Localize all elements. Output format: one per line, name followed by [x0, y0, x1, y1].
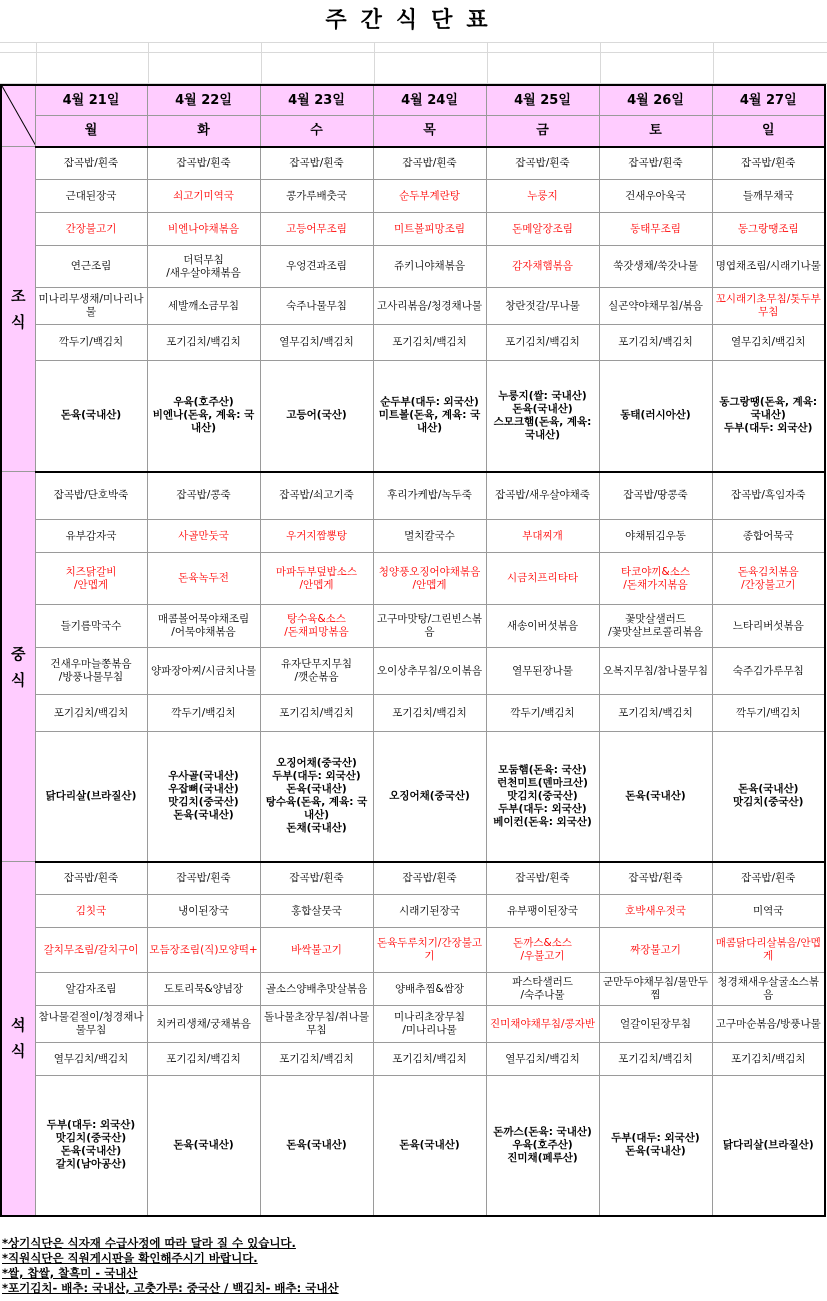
menu-cell: 양파장아찌/시금치나물 — [147, 648, 260, 695]
origin-cell: 우육(호주산) 비엔나(돈육, 계육: 국내산) — [147, 361, 260, 472]
menu-cell: 참나물겉절이/청경채나물무침 — [35, 1006, 147, 1043]
menu-cell: 양배추찜&쌈장 — [373, 973, 486, 1006]
menu-cell: 순두부계란탕 — [373, 180, 486, 213]
menu-cell: 열무된장나물 — [486, 648, 599, 695]
menu-cell: 열무김치/백김치 — [35, 1043, 147, 1076]
menu-cell: 청경채새우살굴소스볶음 — [712, 973, 825, 1006]
diagonal-line — [2, 86, 35, 146]
date-header: 4월 27일 — [712, 85, 825, 116]
weekday-header: 수 — [260, 116, 373, 147]
menu-cell: 콩가루배춧국 — [260, 180, 373, 213]
menu-cell: 고등어무조림 — [260, 213, 373, 246]
menu-cell: 잡곡밥/흑임자죽 — [712, 472, 825, 520]
menu-cell: 잡곡밥/흰죽 — [712, 147, 825, 180]
corner-diagonal-cell — [1, 85, 35, 147]
menu-cell: 돈육녹두전 — [147, 553, 260, 605]
menu-cell: 짜장불고기 — [599, 928, 712, 973]
menu-cell: 매콤볼어묵야채조림 /어묵야채볶음 — [147, 605, 260, 648]
menu-cell: 포기김치/백김치 — [260, 1043, 373, 1076]
menu-cell: 포기김치/백김치 — [712, 1043, 825, 1076]
menu-cell: 잡곡밥/흰죽 — [599, 147, 712, 180]
menu-cell: 잡곡밥/땅콩죽 — [599, 472, 712, 520]
menu-cell: 잡곡밥/흰죽 — [260, 862, 373, 895]
menu-cell: 모듬장조림(직)모양떡+ — [147, 928, 260, 973]
menu-cell: 깍두기/백김치 — [486, 695, 599, 732]
menu-cell: 유부팽이된장국 — [486, 895, 599, 928]
date-header: 4월 21일 — [35, 85, 147, 116]
menu-cell: 깍두기/백김치 — [35, 325, 147, 361]
menu-cell: 오복지무침/참나물무침 — [599, 648, 712, 695]
menu-cell: 꽃맛살샐러드 /꽃맛살브로콜리볶음 — [599, 605, 712, 648]
menu-cell: 잡곡밥/콩죽 — [147, 472, 260, 520]
menu-cell: 유부감자국 — [35, 520, 147, 553]
origin-cell: 돈육(국내산) — [260, 1076, 373, 1216]
menu-cell: 종합어묵국 — [712, 520, 825, 553]
origin-cell: 돈육(국내산) — [599, 732, 712, 862]
origin-cell: 돈육(국내산) 맛김치(중국산) — [712, 732, 825, 862]
menu-cell: 포기김치/백김치 — [599, 1043, 712, 1076]
date-header: 4월 25일 — [486, 85, 599, 116]
date-header: 4월 26일 — [599, 85, 712, 116]
menu-cell: 잡곡밥/흰죽 — [35, 147, 147, 180]
menu-cell: 잡곡밥/흰죽 — [712, 862, 825, 895]
menu-cell: 돈메알장조림 — [486, 213, 599, 246]
menu-cell: 잡곡밥/흰죽 — [486, 147, 599, 180]
menu-cell: 포기김치/백김치 — [35, 695, 147, 732]
weekday-header: 화 — [147, 116, 260, 147]
menu-cell: 냉이된장국 — [147, 895, 260, 928]
note-line: *상기식단은 식자재 수급사정에 따라 달라 질 수 있습니다. — [2, 1236, 296, 1250]
menu-cell: 건새우마늘쫑볶음 /방풍나물무침 — [35, 648, 147, 695]
origin-cell: 돈육(국내산) — [35, 361, 147, 472]
menu-cell: 열무김치/백김치 — [712, 325, 825, 361]
menu-cell: 고구마순볶음/방풍나물 — [712, 1006, 825, 1043]
menu-cell: 치즈닭갈비 /안멥게 — [35, 553, 147, 605]
menu-cell: 잡곡밥/흰죽 — [35, 862, 147, 895]
origin-cell: 닭다리살(브라질산) — [35, 732, 147, 862]
menu-cell: 잡곡밥/흰죽 — [486, 862, 599, 895]
notes-section — [2, 1236, 822, 1296]
menu-cell: 누룽지 — [486, 180, 599, 213]
menu-cell: 세발깨소금무침 — [147, 288, 260, 325]
menu-cell: 깍두기/백김치 — [712, 695, 825, 732]
menu-cell: 포기김치/백김치 — [486, 325, 599, 361]
menu-cell: 바싹불고기 — [260, 928, 373, 973]
menu-cell: 창란젓갈/무나물 — [486, 288, 599, 325]
menu-cell: 고구마맛탕/그린빈스볶음 — [373, 605, 486, 648]
date-header: 4월 24일 — [373, 85, 486, 116]
menu-cell: 후리가케밥/녹두죽 — [373, 472, 486, 520]
origin-cell: 누룽지(쌀: 국내산) 돈육(국내산) 스모크햄(돈육, 계육: 국내산) — [486, 361, 599, 472]
menu-cell: 탕수육&소스 /돈채피망볶음 — [260, 605, 373, 648]
menu-cell: 고사리볶음/청경채나물 — [373, 288, 486, 325]
weekday-header: 목 — [373, 116, 486, 147]
menu-cell: 유자단무지무침 /깻순볶음 — [260, 648, 373, 695]
menu-cell: 동그랑땡조림 — [712, 213, 825, 246]
menu-cell: 잡곡밥/흰죽 — [373, 147, 486, 180]
menu-cell: 김칫국 — [35, 895, 147, 928]
menu-cell: 야채튀김우동 — [599, 520, 712, 553]
origin-cell: 돈까스(돈육: 국내산) 우육(호주산) 진미채(페루산) — [486, 1076, 599, 1216]
menu-cell: 쑥갓생채/쑥갓나물 — [599, 246, 712, 288]
menu-cell: 멸치칼국수 — [373, 520, 486, 553]
menu-cell: 잡곡밥/쇠고기죽 — [260, 472, 373, 520]
menu-cell: 돈육김치볶음 /간장불고기 — [712, 553, 825, 605]
menu-cell: 포기김치/백김치 — [147, 325, 260, 361]
menu-cell: 포기김치/백김치 — [373, 1043, 486, 1076]
menu-cell: 감자채햄볶음 — [486, 246, 599, 288]
lunch-label: 중 식 — [1, 472, 35, 862]
menu-cell: 잡곡밥/흰죽 — [373, 862, 486, 895]
menu-cell: 치커리생채/궁채볶음 — [147, 1006, 260, 1043]
menu-cell: 골소스양배추맛살볶음 — [260, 973, 373, 1006]
menu-cell: 간장불고기 — [35, 213, 147, 246]
menu-cell: 우엉견과조림 — [260, 246, 373, 288]
menu-cell: 들기름막국수 — [35, 605, 147, 648]
origin-cell: 모둠햄(돈육: 국산) 런천미트(덴마크산) 맛김치(중국산) 두부(대두: 외국산) 베이컨(돈육: 외국산) — [486, 732, 599, 862]
menu-cell: 근대된장국 — [35, 180, 147, 213]
menu-cell: 포기김치/백김치 — [260, 695, 373, 732]
weekday-header: 금 — [486, 116, 599, 147]
menu-cell: 쇠고기미역국 — [147, 180, 260, 213]
menu-cell: 미나리초장무침 /미나리나물 — [373, 1006, 486, 1043]
menu-cell: 더덕무침 /새우살야채볶음 — [147, 246, 260, 288]
weekday-header: 일 — [712, 116, 825, 147]
menu-cell: 오이상추무침/오이볶음 — [373, 648, 486, 695]
menu-cell: 미나리무생채/미나리나물 — [35, 288, 147, 325]
menu-cell: 명엽채조림/시래기나물 — [712, 246, 825, 288]
menu-cell: 연근조림 — [35, 246, 147, 288]
menu-cell: 들깨무채국 — [712, 180, 825, 213]
menu-cell: 포기김치/백김치 — [147, 1043, 260, 1076]
menu-cell: 포기김치/백김치 — [599, 695, 712, 732]
origin-cell: 두부(대두: 외국산) 맛김치(중국산) 돈육(국내산) 갈치(남아공산) — [35, 1076, 147, 1216]
menu-cell: 알감자조림 — [35, 973, 147, 1006]
origin-cell: 고등어(국산) — [260, 361, 373, 472]
weekday-header: 토 — [599, 116, 712, 147]
menu-cell: 진미채야채무침/콩자반 — [486, 1006, 599, 1043]
menu-cell: 포기김치/백김치 — [599, 325, 712, 361]
spreadsheet-blank-rows — [0, 42, 827, 84]
menu-cell: 깍두기/백김치 — [147, 695, 260, 732]
menu-cell: 타코야끼&소스 /돈채가지볶음 — [599, 553, 712, 605]
menu-cell: 잡곡밥/흰죽 — [599, 862, 712, 895]
menu-cell: 잡곡밥/새우살야채죽 — [486, 472, 599, 520]
menu-cell: 마파두부덮밥소스 /안멥게 — [260, 553, 373, 605]
menu-cell: 미역국 — [712, 895, 825, 928]
menu-cell: 꼬시래기초무침/톳두부무침 — [712, 288, 825, 325]
date-header: 4월 22일 — [147, 85, 260, 116]
menu-cell: 시금치프리타타 — [486, 553, 599, 605]
menu-cell: 호박새우젓국 — [599, 895, 712, 928]
origin-cell: 순두부(대두: 외국산) 미트볼(돈육, 계육: 국내산) — [373, 361, 486, 472]
menu-cell: 매콤닭다리살볶음/안멥게 — [712, 928, 825, 973]
menu-cell: 포기김치/백김치 — [373, 325, 486, 361]
menu-cell: 새송이버섯볶음 — [486, 605, 599, 648]
menu-cell: 얼갈이된장무침 — [599, 1006, 712, 1043]
origin-cell: 오징어채(중국산) — [373, 732, 486, 862]
menu-cell: 잡곡밥/흰죽 — [147, 147, 260, 180]
menu-cell: 갈치무조림/갈치구이 — [35, 928, 147, 973]
menu-cell: 열무김치/백김치 — [260, 325, 373, 361]
menu-cell: 비엔나야채볶음 — [147, 213, 260, 246]
page-title: 주간식단표 — [325, 8, 502, 33]
menu-cell: 돈육두루치기/간장불고기 — [373, 928, 486, 973]
menu-cell: 숙주나물무침 — [260, 288, 373, 325]
menu-cell: 포기김치/백김치 — [373, 695, 486, 732]
menu-cell: 파스타샐러드 /숙주나물 — [486, 973, 599, 1006]
menu-cell: 청양풍오징어야채볶음 /안멥게 — [373, 553, 486, 605]
menu-cell: 느타리버섯볶음 — [712, 605, 825, 648]
origin-cell: 닭다리살(브라질산) — [712, 1076, 825, 1216]
menu-cell: 쥬키니야채볶음 — [373, 246, 486, 288]
menu-cell: 잡곡밥/흰죽 — [260, 147, 373, 180]
menu-cell: 군만두야채무침/물만두찜 — [599, 973, 712, 1006]
menu-cell: 잡곡밥/흰죽 — [147, 862, 260, 895]
origin-cell: 우사골(국내산) 우잡뼈(국내산) 맛김치(중국산) 돈육(국내산) — [147, 732, 260, 862]
menu-cell: 실곤약야채무침/볶음 — [599, 288, 712, 325]
menu-cell: 시래기된장국 — [373, 895, 486, 928]
menu-cell: 돌나물초장무침/취나물무침 — [260, 1006, 373, 1043]
note-line: *쌀, 찹쌀, 찰흑미 - 국내산 — [2, 1266, 138, 1280]
origin-cell: 두부(대두: 외국산) 돈육(국내산) — [599, 1076, 712, 1216]
menu-cell: 부대찌개 — [486, 520, 599, 553]
note-line: *직원식단은 직원게시판을 확인해주시기 바랍니다. — [2, 1251, 258, 1265]
breakfast-label: 조 식 — [1, 147, 35, 472]
weekday-header: 월 — [35, 116, 147, 147]
dinner-label: 석 식 — [1, 862, 35, 1216]
menu-cell: 열무김치/백김치 — [486, 1043, 599, 1076]
menu-cell: 도토리묵&양념장 — [147, 973, 260, 1006]
menu-cell: 미트볼피망조림 — [373, 213, 486, 246]
menu-cell: 사골만둣국 — [147, 520, 260, 553]
menu-cell: 동태무조림 — [599, 213, 712, 246]
note-line: *포기김치- 배추: 국내산, 고춧가루: 중국산 / 백김치- 배추: 국내산 — [2, 1281, 339, 1295]
origin-cell: 오징어채(중국산) 두부(대두: 외국산) 돈육(국내산) 탕수육(돈육, 계육: 국내산) 돈채(국내산) — [260, 732, 373, 862]
origin-cell: 돈육(국내산) — [147, 1076, 260, 1216]
origin-cell: 동그랑땡(돈육, 계육: 국내산) 두부(대두: 외국산) — [712, 361, 825, 472]
weekly-menu-table — [0, 84, 826, 1217]
origin-cell: 동태(러시아산) — [599, 361, 712, 472]
menu-cell: 숙주김가루무침 — [712, 648, 825, 695]
menu-cell: 우거지짬뽕탕 — [260, 520, 373, 553]
menu-cell: 건새우아욱국 — [599, 180, 712, 213]
menu-cell: 잡곡밥/단호박죽 — [35, 472, 147, 520]
date-header: 4월 23일 — [260, 85, 373, 116]
origin-cell: 돈육(국내산) — [373, 1076, 486, 1216]
menu-cell: 돈까스&소스 /우불고기 — [486, 928, 599, 973]
menu-cell: 홍합살뭇국 — [260, 895, 373, 928]
